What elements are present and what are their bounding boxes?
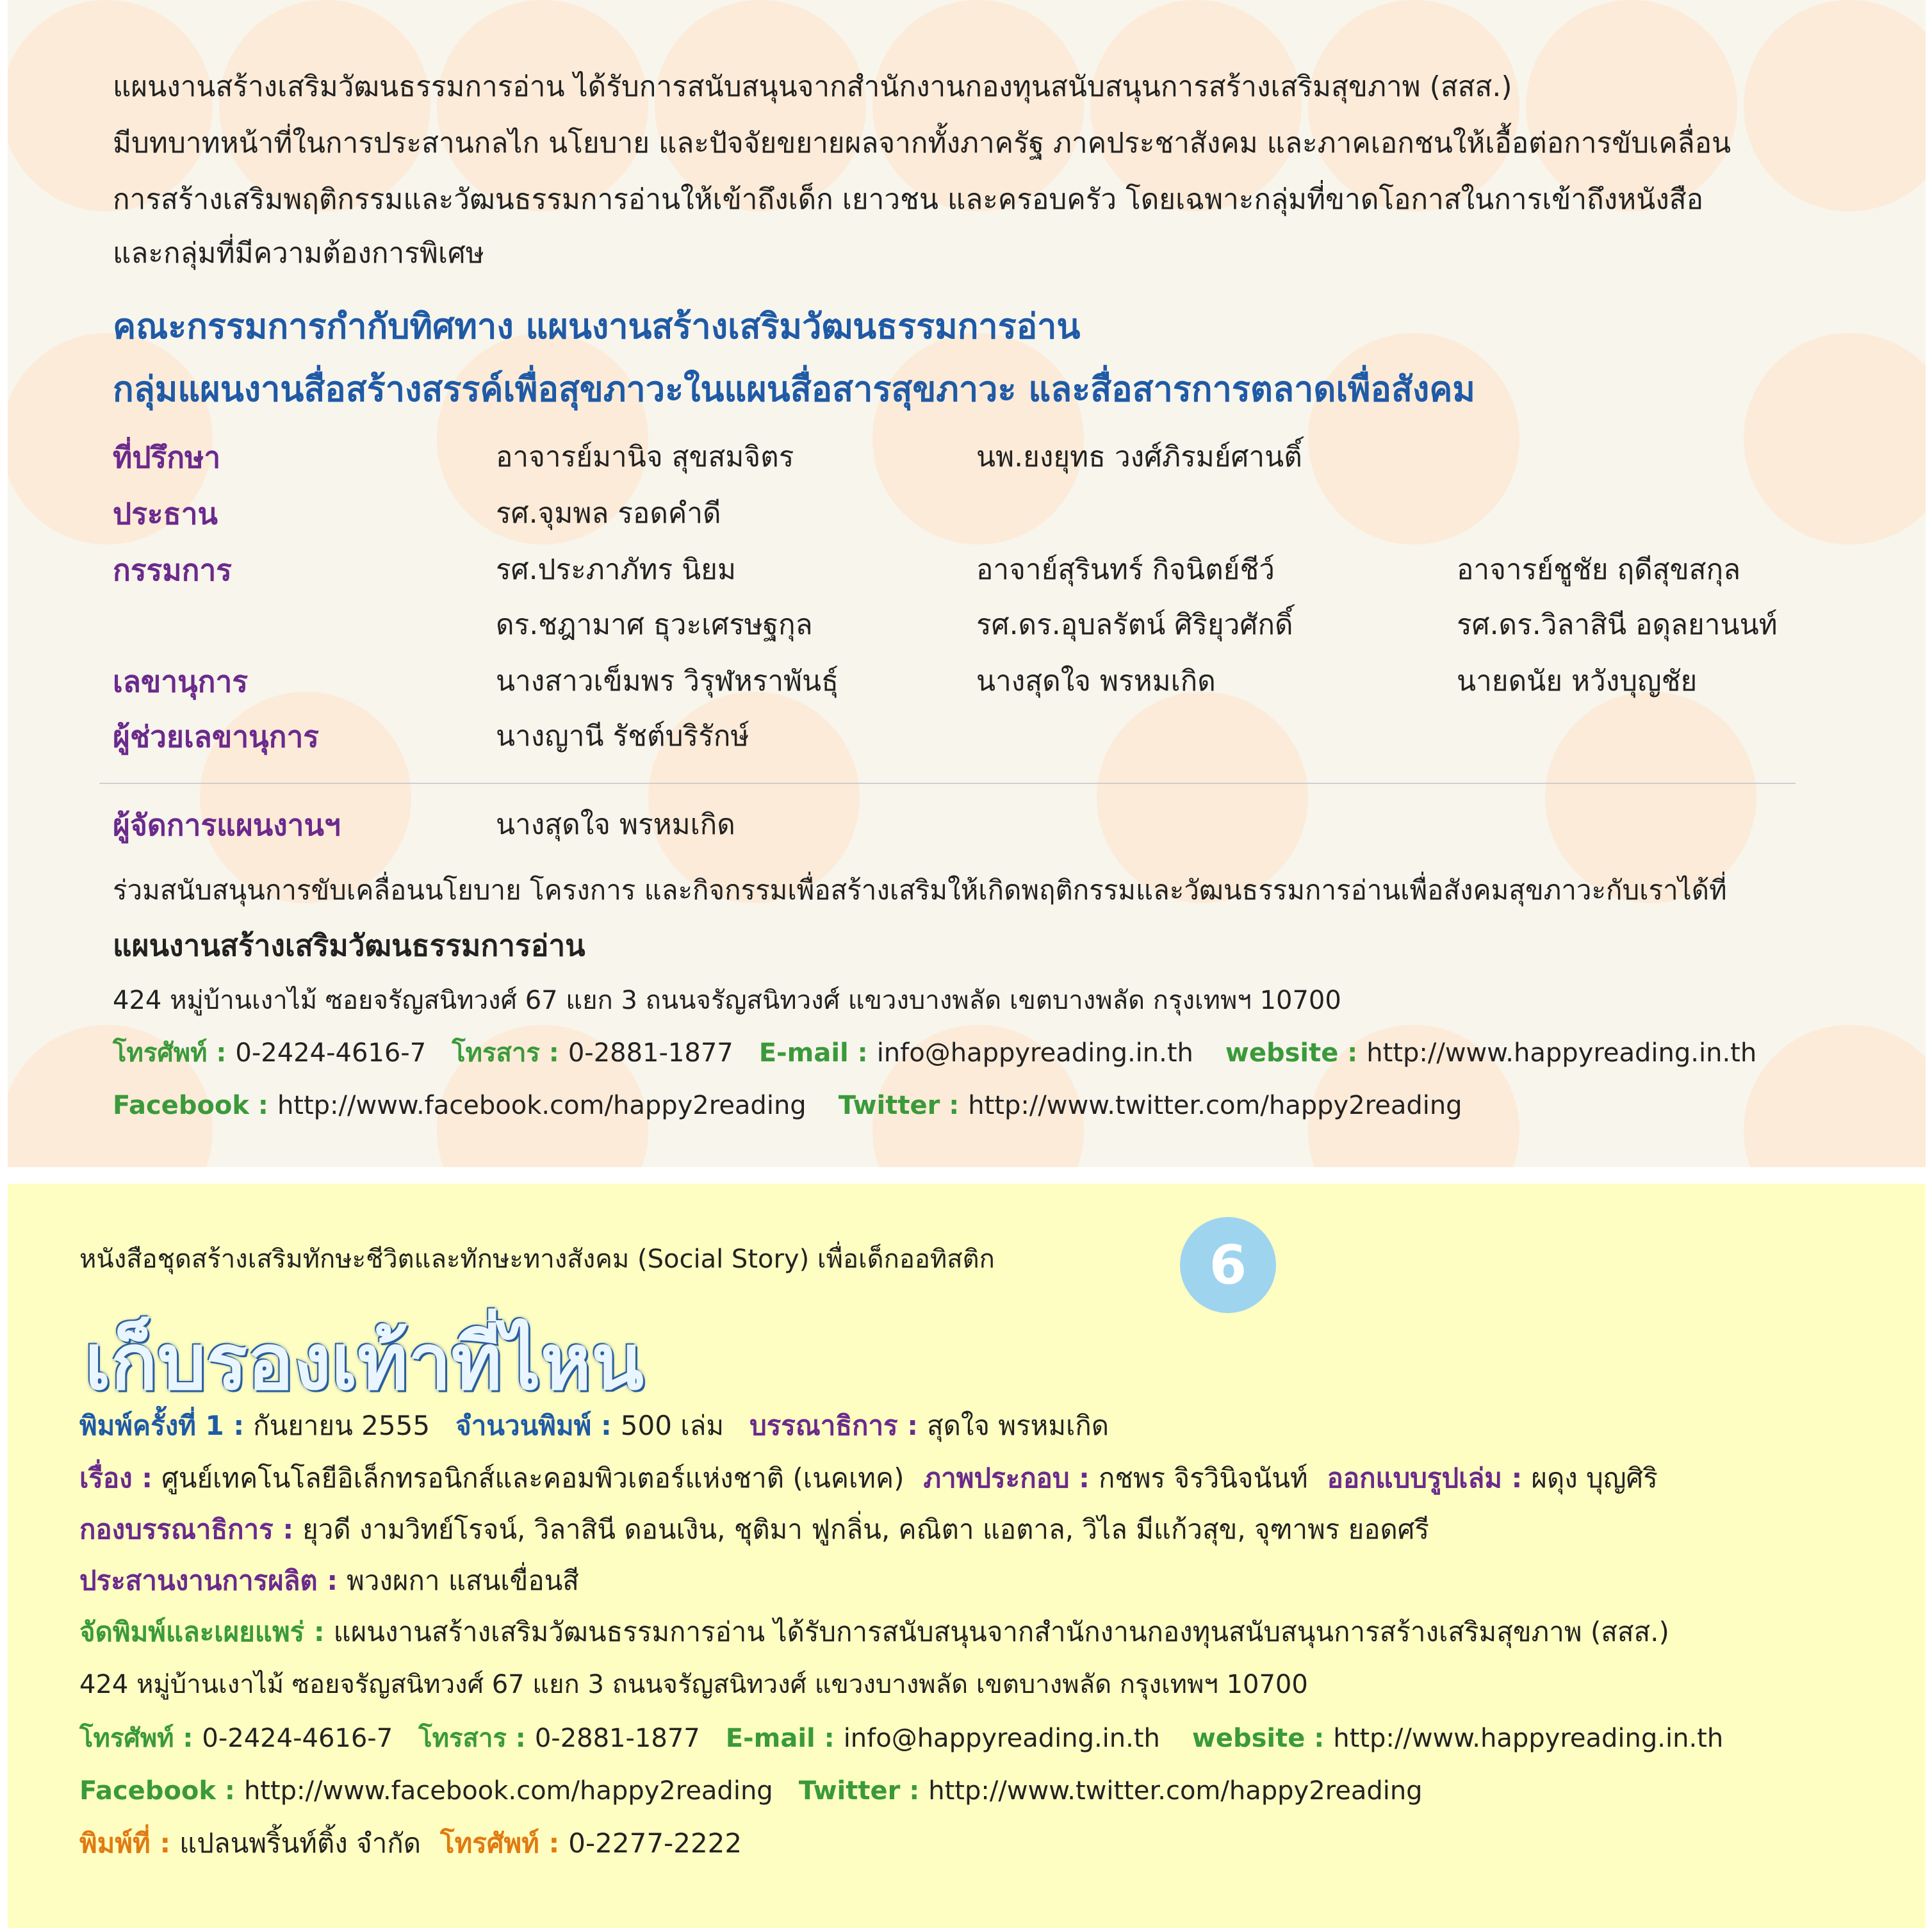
phone-label: โทรศัพท์ : bbox=[79, 1724, 193, 1753]
story-label: เรื่อง : bbox=[79, 1462, 153, 1494]
program-manager-name: นางสุดใจ พรหมเกิด bbox=[496, 808, 735, 841]
book-social-line bbox=[79, 1772, 1432, 1810]
support-text: ร่วมสนับสนุนการขับเคลื่อนนโยบาย โครงการ และกิจกรรมเพื่อสร้างเสริมให้เกิดพฤติกรรมและวัฒนธรรมการอ่านเพื่อสังคมสุขภาวะกับเราได้ที่ bbox=[113, 874, 1727, 906]
design-label: ออกแบบรูปเล่ม : bbox=[1327, 1462, 1523, 1494]
phone-label: โทรศัพท์ : bbox=[113, 1038, 227, 1068]
member-name: ดร.ชฎามาศ ธุวะเศรษฐกุล bbox=[496, 609, 813, 641]
publish-value: แผนงานสร้างเสริมวัฒนธรรมการอ่าน ได้รับการสนับสนุนจากสำนักงานกองทุนสนับสนุนการสร้างเสริมสุขภาพ (สสส.) bbox=[333, 1616, 1669, 1647]
printer-value: แปลนพริ้นท์ติ้ง จำกัด bbox=[179, 1827, 422, 1859]
book-number-badge: 6 bbox=[1180, 1217, 1276, 1313]
member-name: รศ.ประภาภัทร นิยม bbox=[496, 553, 736, 586]
editorial-value: ยุวดี งามวิทย์โรจน์, วิลาสินี ดอนเงิน, ชุติมา ฟูกลิ่น, คณิตา แอตาล, วิไล มีแก้วสุข, จุฑาพร ยอดศรี bbox=[302, 1514, 1429, 1545]
website-link[interactable]: http://www.happyreading.in.th bbox=[1333, 1724, 1724, 1753]
support-org-name: แผนงานสร้างเสริมวัฒนธรรมการอ่าน bbox=[113, 928, 585, 963]
website-link[interactable]: http://www.happyreading.in.th bbox=[1366, 1038, 1757, 1068]
printer-label: พิมพ์ที่ : bbox=[79, 1827, 171, 1859]
intro-paragraph-line-4: และกลุ่มที่มีความต้องการพิเศษ bbox=[113, 237, 484, 270]
printer-phone-value: 0-2277-2222 bbox=[568, 1827, 742, 1859]
member-label: กรรมการ bbox=[113, 553, 232, 587]
chair-name: รศ.จุมพล รอดคำดี bbox=[496, 497, 721, 530]
email-label: E-mail : bbox=[758, 1038, 868, 1068]
credits-line bbox=[79, 1459, 1667, 1498]
book-address: 424 หมู่บ้านเงาไม้ ซอยจรัญสนิทวงศ์ 67 แยก 3 ถนนจรัญสนิทวงศ์ แขวงบางพลัด เขตบางพลัด กรุงเทพฯ 10700 bbox=[79, 1670, 1308, 1699]
twitter-link[interactable]: http://www.twitter.com/happy2reading bbox=[928, 1776, 1423, 1806]
secretary-label: เลขานุการ bbox=[113, 664, 249, 699]
chair-label: ประธาน bbox=[113, 496, 218, 531]
edition-label: พิมพ์ครั้งที่ 1 : bbox=[79, 1410, 245, 1441]
advisor-name: อาจารย์มานิจ สุขสมจิตร bbox=[496, 441, 794, 473]
contact-line bbox=[113, 1034, 1765, 1072]
email-label: E-mail : bbox=[725, 1724, 835, 1753]
illustration-value: กชพร จิรวินิจนันท์ bbox=[1098, 1462, 1308, 1494]
committee-heading-2: กลุ่มแผนงานสื่อสร้างสรรค์เพื่อสุขภาวะในแผนสื่อสารสุขภาวะ และสื่อสารการตลาดเพื่อสังคม bbox=[113, 369, 1475, 409]
editorial-label: กองบรรณาธิการ : bbox=[79, 1514, 294, 1545]
facebook-label: Facebook : bbox=[113, 1091, 268, 1120]
assistant-secretary-label: ผู้ช่วยเลขานุการ bbox=[113, 719, 319, 754]
book-title: เก็บรองเท้าที่ไหน bbox=[85, 1318, 644, 1407]
intro-paragraph-line-1: แผนงานสร้างเสริมวัฒนธรรมการอ่าน ได้รับการสนับสนุนจากสำนักงานกองทุนสนับสนุนการสร้างเสริมสุขภาพ (สสส.) bbox=[113, 70, 1512, 103]
advisor-label: ที่ปรึกษา bbox=[113, 440, 221, 475]
phone-value: 0-2424-4616-7 bbox=[202, 1724, 393, 1753]
social-line bbox=[113, 1086, 1471, 1125]
email-link[interactable]: info@happyreading.in.th bbox=[876, 1038, 1193, 1068]
email-link[interactable]: info@happyreading.in.th bbox=[843, 1724, 1160, 1753]
printer-phone-label: โทรศัพท์ : bbox=[440, 1827, 560, 1859]
illustration-label: ภาพประกอบ : bbox=[923, 1462, 1090, 1494]
production-line bbox=[79, 1562, 588, 1600]
editor-value: สุดใจ พรหมเกิด bbox=[927, 1410, 1109, 1441]
edition-value: กันยายน 2555 bbox=[253, 1410, 430, 1441]
facebook-link[interactable]: http://www.facebook.com/happy2reading bbox=[243, 1776, 773, 1806]
secretary-name: นางสุดใจ พรหมเกิด bbox=[976, 665, 1216, 698]
website-label: website : bbox=[1191, 1724, 1325, 1753]
website-label: website : bbox=[1225, 1038, 1358, 1068]
program-manager-label: ผู้จัดการแผนงานฯ bbox=[113, 808, 341, 842]
intro-paragraph-line-3: การสร้างเสริมพฤติกรรมและวัฒนธรรมการอ่านให้เข้าถึงเด็ก เยาวชน และครอบครัว โดยเฉพาะกลุ่มที่ขาดโอกาสในการเข้าถึงหนังสือ bbox=[113, 183, 1704, 216]
fax-label: โทรสาร : bbox=[452, 1038, 559, 1068]
publish-line bbox=[79, 1613, 1678, 1651]
member-name: รศ.ดร.อุบลรัตน์ ศิริยุวศักดิ์ bbox=[976, 609, 1293, 641]
book-series: หนังสือชุดสร้างเสริมทักษะชีวิตและทักษะทางสังคม (Social Story) เพื่อเด็กออทิสติก bbox=[79, 1245, 995, 1274]
member-name: รศ.ดร.วิลาสินี อดุลยานนท์ bbox=[1457, 609, 1778, 641]
copies-value: 500 เล่ม bbox=[620, 1410, 724, 1441]
phone-value: 0-2424-4616-7 bbox=[235, 1038, 427, 1068]
printer-line bbox=[79, 1824, 751, 1863]
fax-value: 0-2881-1877 bbox=[568, 1038, 733, 1068]
editor-label: บรรณาธิการ : bbox=[749, 1410, 919, 1441]
publish-label: จัดพิมพ์และเผยแพร่ : bbox=[79, 1616, 325, 1647]
facebook-link[interactable]: http://www.facebook.com/happy2reading bbox=[277, 1091, 806, 1120]
twitter-link[interactable]: http://www.twitter.com/happy2reading bbox=[968, 1091, 1462, 1120]
twitter-label: Twitter : bbox=[838, 1091, 960, 1120]
secretary-name: นายดนัย หวังบุญชัย bbox=[1457, 665, 1698, 698]
advisor-name: นพ.ยงยุทธ วงศ์ภิรมย์ศานติ์ bbox=[976, 441, 1302, 473]
committee-heading-1: คณะกรรมการกำกับทิศทาง แผนงานสร้างเสริมวัฒนธรรมการอ่าน bbox=[113, 306, 1081, 347]
assistant-secretary-name: นางญานี รัชต์บริรักษ์ bbox=[496, 720, 749, 753]
support-address: 424 หมู่บ้านเงาไม้ ซอยจรัญสนิทวงศ์ 67 แยก 3 ถนนจรัญสนิทวงศ์ แขวงบางพลัด เขตบางพลัด กรุงเทพฯ 10700 bbox=[113, 986, 1341, 1015]
edition-line bbox=[79, 1407, 1118, 1445]
design-value: ผดุง บุญศิริ bbox=[1531, 1462, 1658, 1494]
book-info-panel bbox=[8, 1184, 1926, 1928]
member-name: อาจารย์ชูชัย ฤดีสุขสกุล bbox=[1457, 553, 1741, 586]
production-label: ประสานงานการผลิต : bbox=[79, 1565, 338, 1596]
story-value: ศูนย์เทคโนโลยีอิเล็กทรอนิกส์และคอมพิวเตอร์แห่งชาติ (เนคเทค) bbox=[161, 1462, 905, 1494]
production-value: พวงผกา แสนเขื่อนสี bbox=[347, 1565, 579, 1596]
editorial-line bbox=[79, 1510, 1438, 1549]
member-name: อาจาย์สุรินทร์ กิจนิตย์ชีว์ bbox=[976, 553, 1275, 586]
facebook-label: Facebook : bbox=[79, 1776, 235, 1806]
twitter-label: Twitter : bbox=[798, 1776, 920, 1806]
secretary-name: นางสาวเข็มพร วิรุฬหราพันธุ์ bbox=[496, 665, 839, 698]
section-divider bbox=[99, 783, 1796, 784]
copies-label: จำนวนพิมพ์ : bbox=[455, 1410, 612, 1441]
fax-label: โทรสาร : bbox=[418, 1724, 526, 1753]
intro-paragraph-line-2: มีบทบาทหน้าที่ในการประสานกลไก นโยบาย และปัจจัยขยายผลจากทั้งภาครัฐ ภาคประชาสังคม และภาคเอกชนให้เอื้อต่อการขับเคลื่อน bbox=[113, 127, 1731, 159]
book-contact-line bbox=[79, 1719, 1732, 1758]
fax-value: 0-2881-1877 bbox=[534, 1724, 700, 1753]
